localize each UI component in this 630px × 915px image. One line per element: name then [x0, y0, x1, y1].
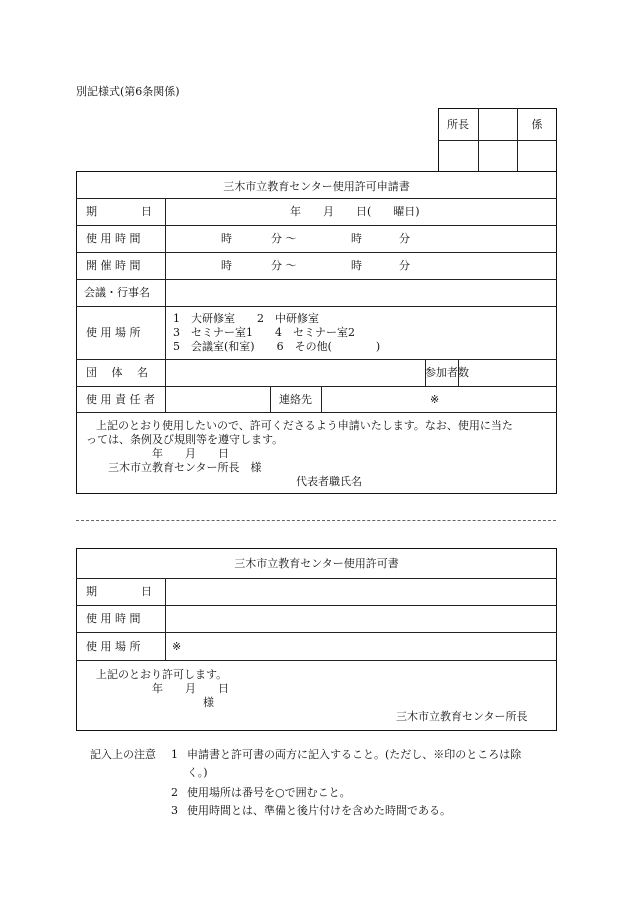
app-attendees-field[interactable] — [459, 360, 556, 386]
app-open-time-label: 開 催 時 間 — [86, 259, 141, 272]
form-reference: 別記様式(第6条関係) — [76, 85, 180, 98]
permit-use-time-label: 使 用 時 間 — [86, 612, 141, 625]
app-place-option-line1[interactable]: 1 大研修室 2 中研修室 — [173, 312, 319, 325]
permit-date-field[interactable] — [166, 579, 556, 605]
app-office-use-mark: ※ — [430, 393, 440, 406]
app-use-time-min1[interactable]: 分 ～ — [271, 232, 297, 245]
note-2-text: 使用場所は番号を○で囲むこと。 — [187, 786, 351, 799]
cut-line-divider — [76, 520, 556, 521]
approval-staff-label: 係 — [531, 118, 543, 131]
app-signer-label: 代表者職氏名 — [296, 475, 362, 488]
approval-director-stamp[interactable] — [438, 140, 478, 171]
app-meeting-name-label: 会議・行事名 — [84, 286, 150, 299]
notes-heading: 記入上の注意 — [90, 748, 156, 761]
note-3-number: 3 — [171, 804, 178, 817]
app-date-label: 期 日 — [86, 205, 152, 218]
app-place-option-line3[interactable]: 5 会議室(和室) 6 その他( ) — [173, 340, 381, 353]
app-group-name-field[interactable] — [166, 360, 424, 386]
note-1-number: 1 — [171, 748, 178, 761]
permit-use-time-field[interactable] — [166, 606, 556, 632]
permit-issuer: 三木市立教育センター所長 — [396, 710, 528, 723]
app-use-time-hour2[interactable]: 時 — [351, 232, 362, 245]
note-2-number: 2 — [171, 786, 178, 799]
permit-date: 年 月 日 — [152, 682, 229, 695]
approval-staff-stamp[interactable] — [517, 140, 557, 171]
app-open-time-hour1[interactable]: 時 — [221, 259, 232, 272]
app-place-option-line2[interactable]: 3 セミナー室1 4 セミナー室2 — [173, 326, 355, 339]
app-responsible-label: 使 用 責 任 者 — [86, 393, 155, 406]
app-use-time-hour1[interactable]: 時 — [221, 232, 232, 245]
app-responsible-field[interactable] — [166, 387, 270, 412]
app-group-name-label: 団 体 名 — [86, 366, 148, 379]
approval-middle-stamp[interactable] — [478, 140, 517, 171]
app-open-time-hour2[interactable]: 時 — [351, 259, 362, 272]
app-statement-line2: っては、条例及び規則等を遵守します。 — [86, 433, 284, 446]
note-1-text: 申請書と許可書の両方に記入すること。(ただし、※印のところは除 — [187, 748, 522, 761]
app-use-time-label: 使 用 時 間 — [86, 232, 141, 245]
permit-date-label: 期 日 — [86, 585, 152, 598]
permit-title: 三木市立教育センター使用許可書 — [234, 557, 399, 570]
permit-recipient-label: 様 — [203, 696, 214, 709]
permit-place-mark: ※ — [172, 640, 182, 653]
app-open-time-min2[interactable]: 分 — [399, 259, 410, 272]
note-3-text: 使用時間とは、準備と後片付けを含めた時間である。 — [187, 804, 451, 817]
permit-statement: 上記のとおり許可します。 — [96, 668, 228, 681]
app-attendees-label: 参加者数 — [425, 366, 469, 379]
note-1-continuation: く。) — [187, 766, 208, 779]
approval-director-label: 所長 — [447, 118, 469, 131]
permit-form — [76, 548, 557, 731]
app-statement-date[interactable]: 年 月 日 — [152, 447, 229, 460]
app-date-field[interactable]: 年 月 日( 曜日) — [290, 205, 420, 218]
app-addressee: 三木市立教育センター所長 様 — [108, 461, 262, 474]
application-title: 三木市立教育センター使用許可申請書 — [223, 180, 410, 193]
app-place-label: 使 用 場 所 — [86, 326, 141, 339]
app-use-time-min2[interactable]: 分 — [399, 232, 410, 245]
app-statement-line1: 上記のとおり使用したいので、許可くださるよう申請いたします。なお、使用に当た — [96, 419, 513, 432]
app-contact-label: 連絡先 — [279, 393, 312, 406]
app-meeting-name-field[interactable] — [166, 280, 556, 306]
app-open-time-min1[interactable]: 分 ～ — [271, 259, 297, 272]
permit-place-label: 使 用 場 所 — [86, 640, 141, 653]
